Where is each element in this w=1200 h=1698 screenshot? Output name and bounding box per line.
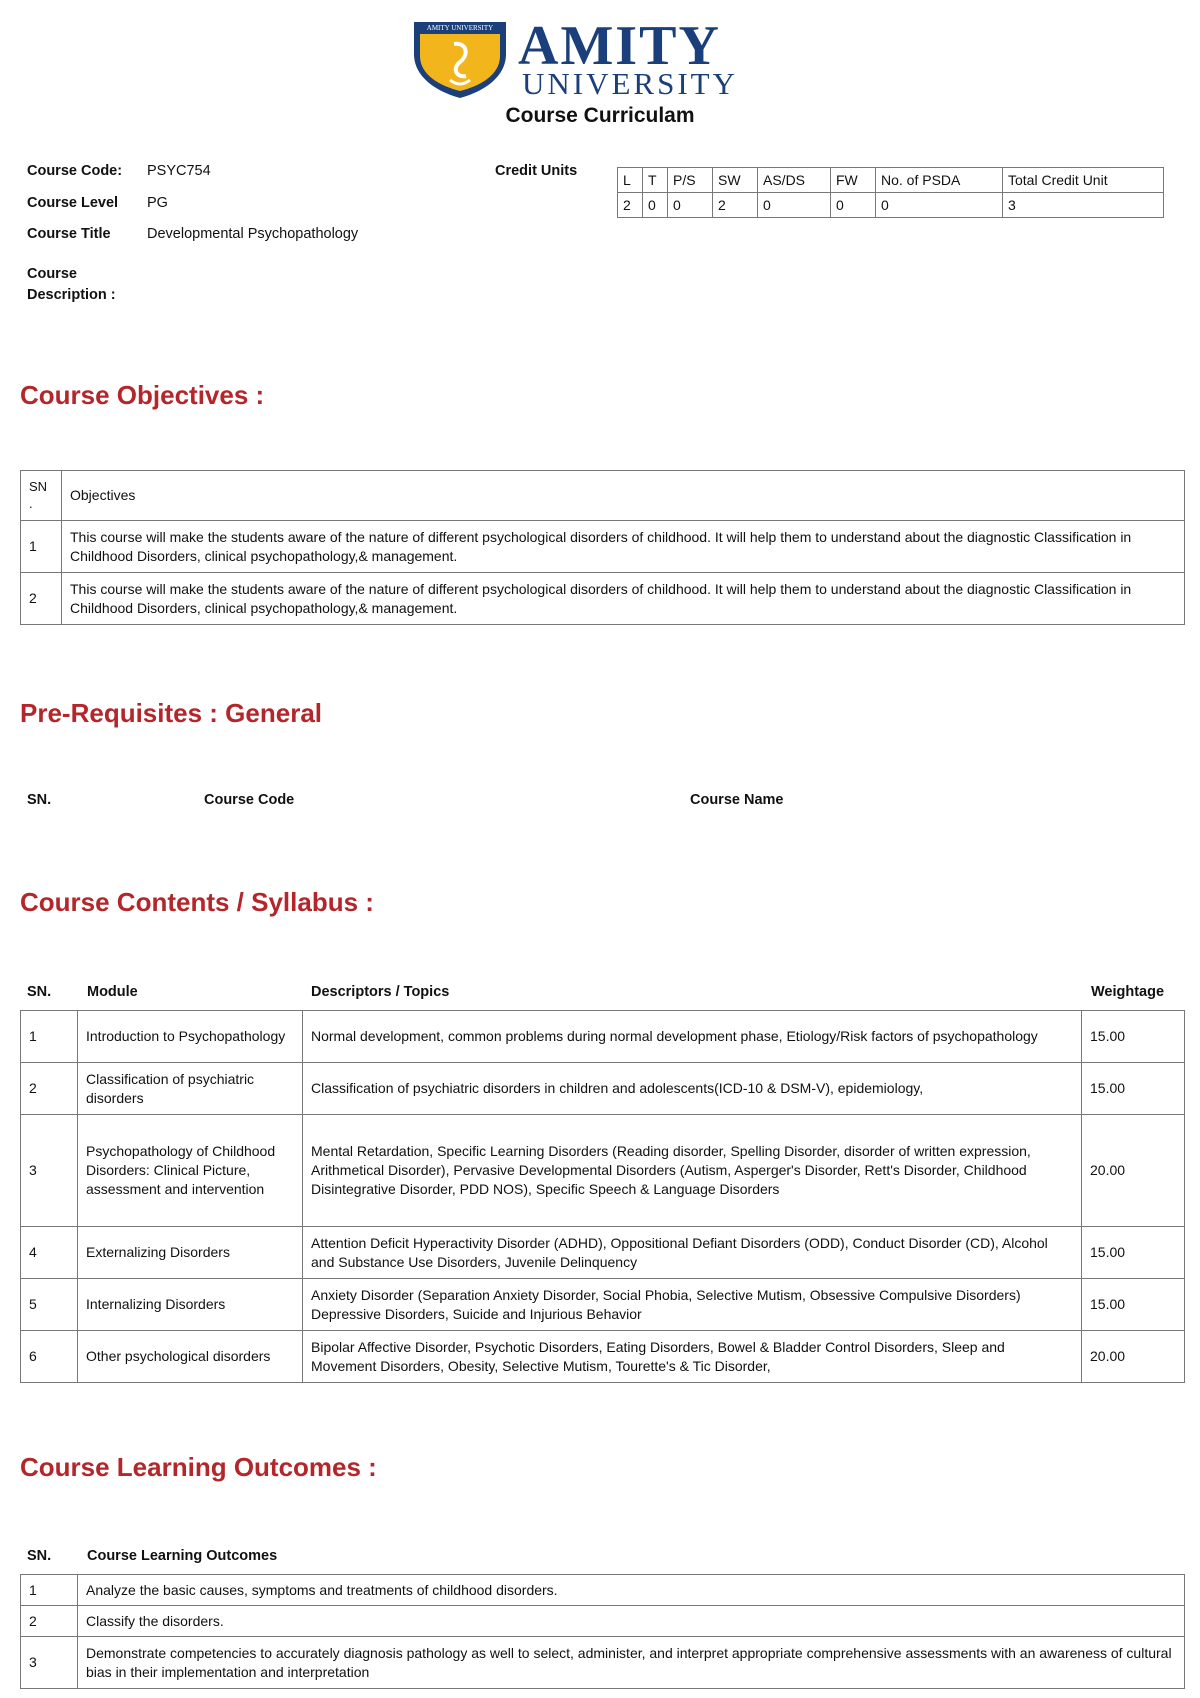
syllabus-topics: Anxiety Disorder (Separation Anxiety Disorder, Social Phobia, Selective Mutism, Obsessive Compulsive Disorders) Depressive Disorders, Suicide and Injurious Behavior bbox=[303, 1279, 1082, 1331]
course-description-label: Course Description : bbox=[27, 266, 116, 304]
syllabus-heading: Course Contents / Syllabus : bbox=[20, 887, 374, 917]
syllabus-module: Classification of psychiatric disorders bbox=[78, 1063, 303, 1115]
credit-header-cell: AS/DS bbox=[758, 168, 831, 193]
syllabus-module: Other psychological disorders bbox=[78, 1331, 303, 1383]
syllabus-weightage: 15.00 bbox=[1082, 1063, 1185, 1115]
syllabus-sn: 3 bbox=[21, 1115, 78, 1227]
syllabus-topics: Classification of psychiatric disorders in children and adolescents(ICD-10 & DSM-V), epidemiology, bbox=[303, 1063, 1082, 1115]
logo-shield-text: AMITY UNIVERSITY bbox=[426, 24, 494, 32]
table-row bbox=[21, 1115, 1185, 1227]
syllabus-topics-header: Descriptors / Topics bbox=[311, 984, 450, 1000]
syllabus-weightage: 15.00 bbox=[1082, 1227, 1185, 1279]
table-row bbox=[21, 521, 1185, 573]
syllabus-weightage: 20.00 bbox=[1082, 1115, 1185, 1227]
syllabus-topics: Attention Deficit Hyperactivity Disorder (ADHD), Oppositional Defiant Disorders (ODD), Conduct Disorder (CD), Alcohol and Substance Use Disorders, Juvenile Delinquency bbox=[303, 1227, 1082, 1279]
objectives-heading: Course Objectives : bbox=[20, 380, 265, 410]
objectives-table bbox=[20, 470, 1185, 625]
course-code-value: PSYC754 bbox=[147, 163, 211, 179]
objective-sn: 1 bbox=[21, 521, 62, 573]
objectives-header: Objectives bbox=[62, 471, 1185, 521]
credit-units-label: Credit Units bbox=[495, 163, 578, 179]
credit-header-cell: P/S bbox=[668, 168, 713, 193]
outcome-sn: 2 bbox=[21, 1606, 78, 1637]
outcome-text: Demonstrate competencies to accurately diagnosis pathology as well to select, administer, and interpret appropriate comprehensive assessments with an awareness of cultural bias in their implementation and interpretation bbox=[78, 1637, 1185, 1689]
course-level-label: Course Level bbox=[27, 195, 119, 211]
table-row bbox=[21, 1606, 1185, 1637]
objectives-sn-header: SN . bbox=[21, 471, 62, 521]
outcome-text: Analyze the basic causes, symptoms and treatments of childhood disorders. bbox=[78, 1575, 1185, 1606]
prerequisites-code-header: Course Code bbox=[204, 792, 295, 808]
credit-value-cell: 0 bbox=[643, 193, 668, 218]
logo-word-amity: AMITY bbox=[518, 15, 721, 77]
prerequisites-sn-header: SN. bbox=[27, 792, 52, 808]
syllabus-module-header: Module bbox=[87, 984, 138, 1000]
logo-word-university: UNIVERSITY bbox=[522, 66, 738, 101]
syllabus-sn: 1 bbox=[21, 1011, 78, 1063]
objective-text: This course will make the students aware of the nature of different psychological disorders of childhood. It will help them to understand about the diagnostic Classification in Childhood Disorders, clinical psychopathology,& management. bbox=[62, 521, 1185, 573]
table-row bbox=[21, 1227, 1185, 1279]
outcomes-header: Course Learning Outcomes bbox=[87, 1548, 278, 1564]
prerequisites-name-header: Course Name bbox=[690, 792, 784, 808]
credit-header-cell: No. of PSDA bbox=[876, 168, 1003, 193]
outcomes-sn-header: SN. bbox=[27, 1548, 52, 1564]
credit-header-cell: SW bbox=[713, 168, 758, 193]
syllabus-sn: 5 bbox=[21, 1279, 78, 1331]
course-level-value: PG bbox=[147, 195, 168, 211]
syllabus-weightage: 15.00 bbox=[1082, 1279, 1185, 1331]
credit-header-cell: L bbox=[618, 168, 643, 193]
syllabus-weightage: 20.00 bbox=[1082, 1331, 1185, 1383]
university-logo bbox=[410, 15, 800, 101]
table-row bbox=[21, 1331, 1185, 1383]
syllabus-module: Internalizing Disorders bbox=[78, 1279, 303, 1331]
page-title: Course Curriculam bbox=[505, 104, 695, 127]
syllabus-module: Externalizing Disorders bbox=[78, 1227, 303, 1279]
prerequisites-heading: Pre-Requisites : General bbox=[20, 698, 322, 728]
outcome-sn: 3 bbox=[21, 1637, 78, 1689]
syllabus-weightage: 15.00 bbox=[1082, 1011, 1185, 1063]
syllabus-weightage-header: Weightage bbox=[1091, 984, 1165, 1000]
table-row bbox=[21, 1011, 1185, 1063]
objective-sn: 2 bbox=[21, 573, 62, 625]
outcomes-heading: Course Learning Outcomes : bbox=[20, 1452, 377, 1482]
credit-header-row bbox=[618, 168, 1164, 193]
credit-value-cell: 2 bbox=[713, 193, 758, 218]
syllabus-sn: 6 bbox=[21, 1331, 78, 1383]
credit-value-cell: 0 bbox=[831, 193, 876, 218]
syllabus-sn: 2 bbox=[21, 1063, 78, 1115]
objective-text: This course will make the students aware of the nature of different psychological disorders of childhood. It will help them to understand about the diagnostic Classification in Childhood Disorders, clinical psychopathology,& management. bbox=[62, 573, 1185, 625]
credit-header-cell: T bbox=[643, 168, 668, 193]
table-row bbox=[21, 1575, 1185, 1606]
syllabus-module: Psychopathology of Childhood Disorders: Clinical Picture, assessment and intervention bbox=[78, 1115, 303, 1227]
table-row bbox=[21, 1279, 1185, 1331]
syllabus-module: Introduction to Psychopathology bbox=[78, 1011, 303, 1063]
table-row bbox=[21, 1637, 1185, 1689]
objectives-header-row bbox=[21, 471, 1185, 521]
syllabus-sn: 4 bbox=[21, 1227, 78, 1279]
credit-header-cell: Total Credit Unit bbox=[1003, 168, 1164, 193]
table-row bbox=[21, 1063, 1185, 1115]
credit-value-cell: 2 bbox=[618, 193, 643, 218]
credit-value-cell: 0 bbox=[668, 193, 713, 218]
syllabus-topics: Mental Retardation, Specific Learning Disorders (Reading disorder, Spelling Disorder, disorder of written expression, Arithmetical Disorder), Pervasive Developmental Disorders (Autism, Asperger's Disorder, Rett's Disorder, Childhood Disintegrative Disorder, PDD NOS), Specific Speech & Language Disorders bbox=[303, 1115, 1082, 1227]
credit-value-cell: 0 bbox=[758, 193, 831, 218]
syllabus-sn-header: SN. bbox=[27, 984, 52, 1000]
outcome-text: Classify the disorders. bbox=[78, 1606, 1185, 1637]
credit-header-cell: FW bbox=[831, 168, 876, 193]
outcome-sn: 1 bbox=[21, 1575, 78, 1606]
syllabus-topics: Normal development, common problems during normal development phase, Etiology/Risk factors of psychopathology bbox=[303, 1011, 1082, 1063]
syllabus-topics: Bipolar Affective Disorder, Psychotic Disorders, Eating Disorders, Bowel & Bladder Control Disorders, Sleep and Movement Disorders, Obesity, Selective Mutism, Tourette's & Tic Disorder, bbox=[303, 1331, 1082, 1383]
course-code-label: Course Code: bbox=[27, 163, 123, 179]
outcomes-table bbox=[20, 1574, 1185, 1689]
credit-value-cell: 3 bbox=[1003, 193, 1164, 218]
course-title-value: Developmental Psychopathology bbox=[147, 226, 359, 242]
credit-units-table bbox=[617, 167, 1164, 218]
course-title-label: Course Title bbox=[27, 226, 111, 242]
credit-value-cell: 0 bbox=[876, 193, 1003, 218]
table-row bbox=[21, 573, 1185, 625]
syllabus-table bbox=[20, 1010, 1185, 1383]
credit-value-row bbox=[618, 193, 1164, 218]
